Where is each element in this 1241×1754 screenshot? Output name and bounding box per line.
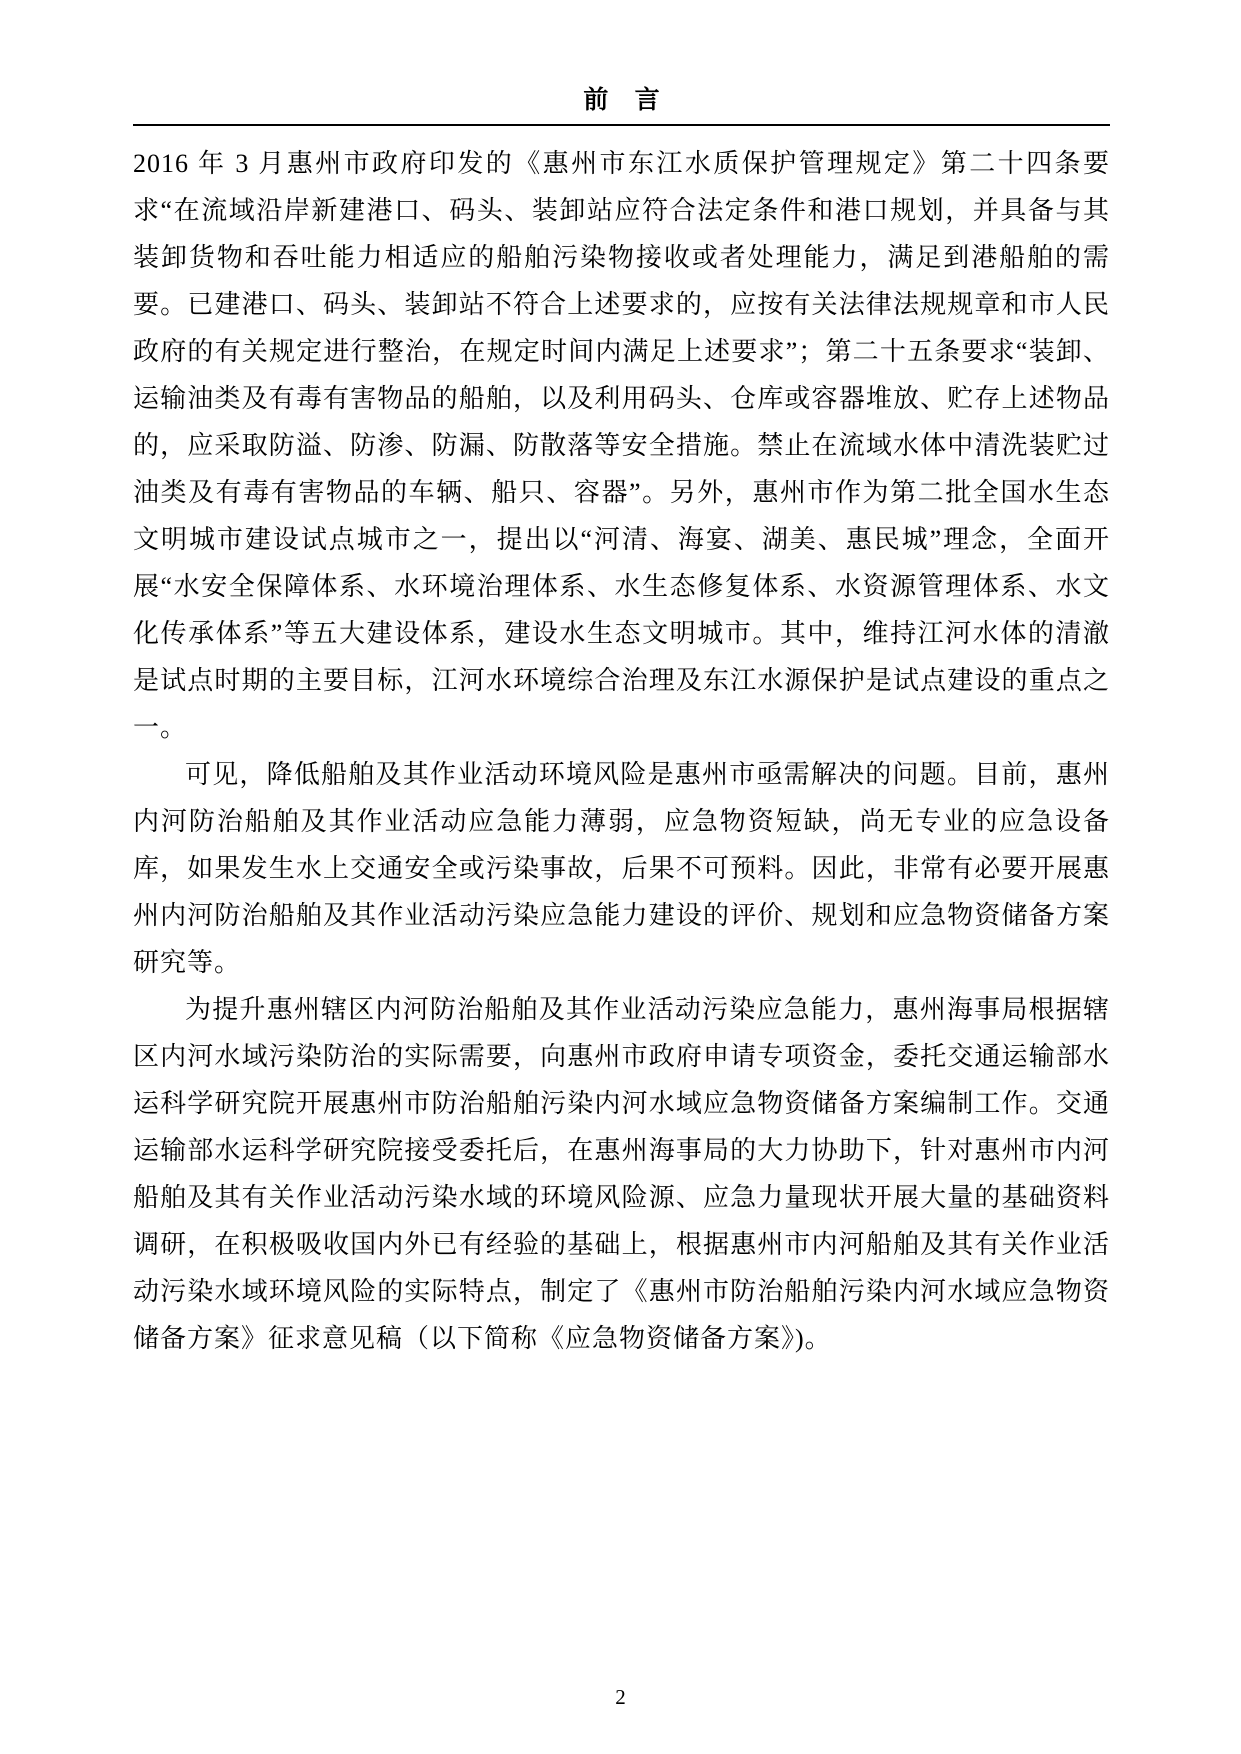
paragraph-problem-statement: 可见，降低船舶及其作业活动环境风险是惠州市亟需解决的问题。目前，惠州内河防治船舶及其作业活动应急能力薄弱，应急物资短缺，尚无专业的应急设备库，如果发生水上交通安全或污染事故，后果不可预料。因此，非常有必要开展惠州内河防治船舶及其作业活动污染应急能力建设的评价、规划和应急物资储备方案研究等。	[133, 760, 1110, 977]
page-title: 前 言	[583, 87, 670, 114]
header-divider	[133, 124, 1110, 126]
document-footer	[0, 1687, 1241, 1708]
page-number: 2	[615, 1685, 626, 1709]
paragraph-plan-background: 为提升惠州辖区内河防治船舶及其作业活动污染应急能力，惠州海事局根据辖区内河水域污染防治的实际需要，向惠州市政府申请专项资金，委托交通运输部水运科学研究院开展惠州市防治船舶污染内河水域应急物资储备方案编制工作。交通运输部水运科学研究院接受委托后，在惠州海事局的大力协助下，针对惠州市内河船舶及其有关作业活动污染水域的环境风险源、应急力量现状开展大量的基础资料调研，在积极吸收国内外已有经验的基础上，根据惠州市内河船舶及其有关作业活动污染水域环境风险的实际特点，制定了《惠州市防治船舶污染内河水域应急物资储备方案》征求意见稿（以下简称《应急物资储备方案》)。	[133, 995, 1110, 1353]
document-body	[133, 140, 1110, 1362]
document-header	[133, 86, 1110, 126]
paragraph-regulations: 2016 年 3 月惠州市政府印发的《惠州市东江水质保护管理规定》第二十四条要求“在流域沿岸新建港口、码头、装卸站应符合法定条件和港口规划，并具备与其装卸货物和吞吐能力相适应的船舶污染物接收或者处理能力，满足到港船舶的需要。已建港口、码头、装卸站不符合上述要求的，应按有关法律法规规章和市人民政府的有关规定进行整治，在规定时间内满足上述要求”；第二十五条要求“装卸、运输油类及有毒有害物品的船舶，以及利用码头、仓库或容器堆放、贮存上述物品的，应采取防溢、防渗、防漏、防散落等安全措施。禁止在流域水体中清洗装贮过油类及有毒有害物品的车辆、船只、容器”。另外，惠州市作为第二批全国水生态文明城市建设试点城市之一，提出以“河清、海宴、湖美、惠民城”理念，全面开展“水安全保障体系、水环境治理体系、水生态修复体系、水资源管理体系、水文化传承体系”等五大建设体系，建设水生态文明城市。其中，维持江河水体的清澈是试点时期的主要目标，江河水环境综合治理及东江水源保护是试点建设的重点之一。	[133, 149, 1110, 742]
